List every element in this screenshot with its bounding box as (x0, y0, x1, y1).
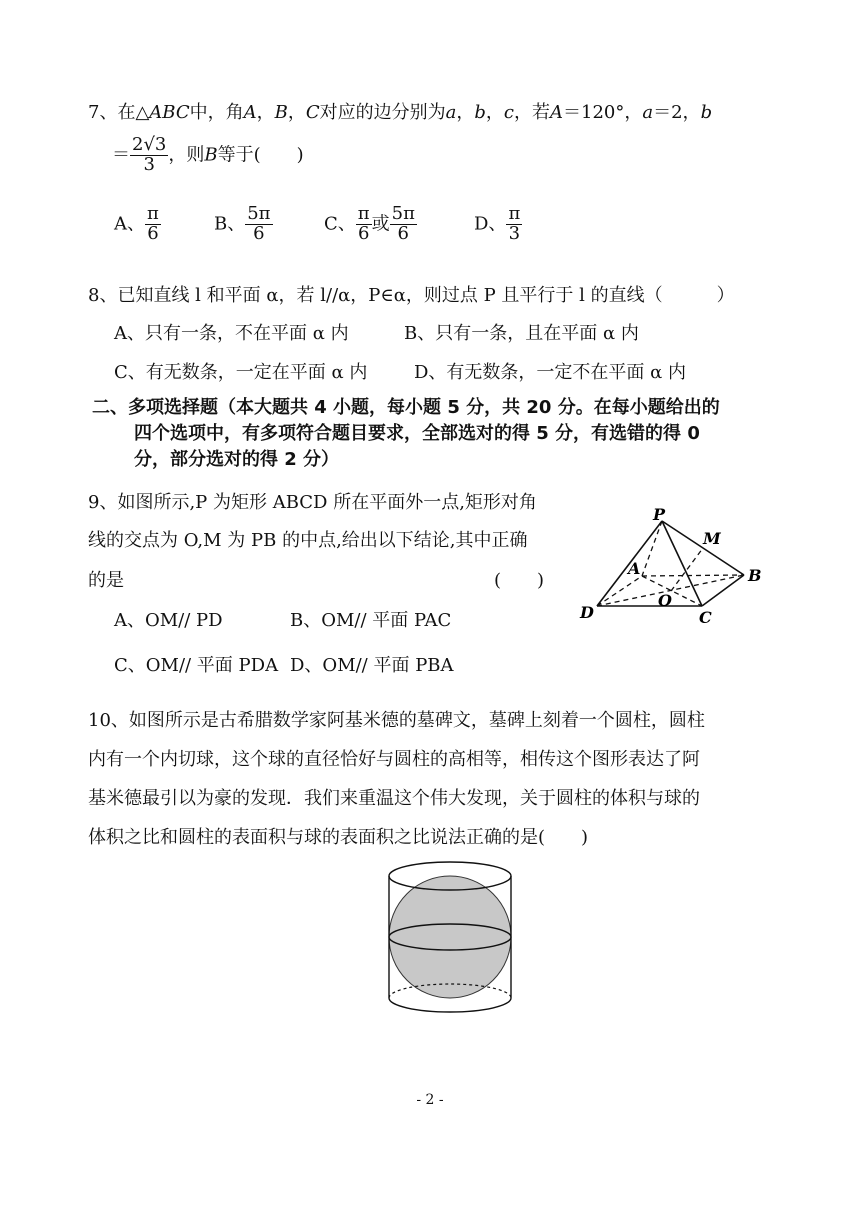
pyramid-figure (572, 508, 772, 628)
q10-line2: 内有一个内切球，这个球的直径恰好与圆柱的高相等，相传这个图形表达了阿 (88, 749, 700, 770)
q7-option-c: C、 $\frac{\pi}{6}$ 或 $\frac{5\pi}{6}$ (324, 203, 415, 244)
q7-line2: ＝ $\frac{2√3}{3}$ ，则B等于( ) (112, 134, 304, 175)
label-o: O (658, 591, 672, 610)
q8-option-d: D、有无数条，一定不在平面 α 内 (414, 362, 687, 383)
q7-line1: 7、在△ABC中，角A，B，C对应的边分别为a，b，c，若A＝120°，a＝2，b (88, 102, 713, 123)
page-number: - 2 - (416, 1092, 444, 1108)
q7-option-d: D、 $\frac{\pi}{3}$ (474, 203, 521, 244)
q8-option-b: B、只有一条，且在平面 α 内 (404, 323, 639, 344)
q8-stem: 8、已知直线 l 和平面 α，若 l//α，P∈α，则过点 P 且平行于 l 的直线（ ） (88, 285, 735, 306)
label-a: A (628, 559, 641, 578)
inscribed-sphere (389, 876, 511, 998)
q9-line1: 9、如图所示,P 为矩形 ABCD 所在平面外一点,矩形对角 (88, 492, 537, 513)
q9-answer-paren: ( ) (494, 570, 545, 591)
q9-option-b: B、OM// 平面 PAC (290, 610, 452, 631)
section2-heading-line3: 分，部分选对的得 2 分） (134, 449, 340, 470)
q7-fraction: $\frac{2√3}{3}$ (132, 134, 167, 175)
label-d: D (580, 603, 594, 622)
cylinder-bottom-front (389, 998, 511, 1012)
q9-line2: 线的交点为 O,M 为 PB 的中点,给出以下结论,其中正确 (88, 530, 528, 551)
section2-heading-line1: 二、多项选择题（本大题共 4 小题，每小题 5 分，共 20 分。在每小题给出的 (92, 397, 720, 418)
label-c: C (699, 608, 712, 627)
q9-line3: 的是 (88, 570, 124, 591)
q9-option-a: A、OM// PD (114, 610, 223, 631)
label-m: M (703, 529, 721, 548)
label-b: B (748, 566, 762, 585)
q10-line3: 基米德最引以为豪的发现．我们来重温这个伟大发现，关于圆柱的体积与球的 (88, 788, 700, 809)
q7-option-b: B、 $\frac{5\pi}{6}$ (214, 203, 271, 244)
edge-pa (642, 521, 662, 576)
q8-option-c: C、有无数条，一定在平面 α 内 (114, 362, 368, 383)
section2-heading-line2: 四个选项中，有多项符合题目要求，全部选对的得 5 分，有选错的得 0 (134, 423, 700, 444)
q8-option-a: A、只有一条，不在平面 α 内 (114, 323, 349, 344)
q7-option-a: A、 $\frac{\pi}{6}$ (114, 203, 159, 244)
cylinder-sphere-figure (380, 852, 520, 1032)
q9-option-c: C、OM// 平面 PDA (114, 655, 279, 676)
edge-ab (642, 575, 744, 576)
label-p: P (653, 508, 666, 524)
q9-option-d: D、OM// 平面 PBA (290, 655, 454, 676)
q10-line1: 10、如图所示是古希腊数学家阿基米德的墓碑文，墓碑上刻着一个圆柱，圆柱 (88, 710, 705, 731)
q10-line4: 体积之比和圆柱的表面积与球的表面积之比说法正确的是( ) (88, 827, 589, 848)
diagonal-ac (642, 576, 702, 606)
